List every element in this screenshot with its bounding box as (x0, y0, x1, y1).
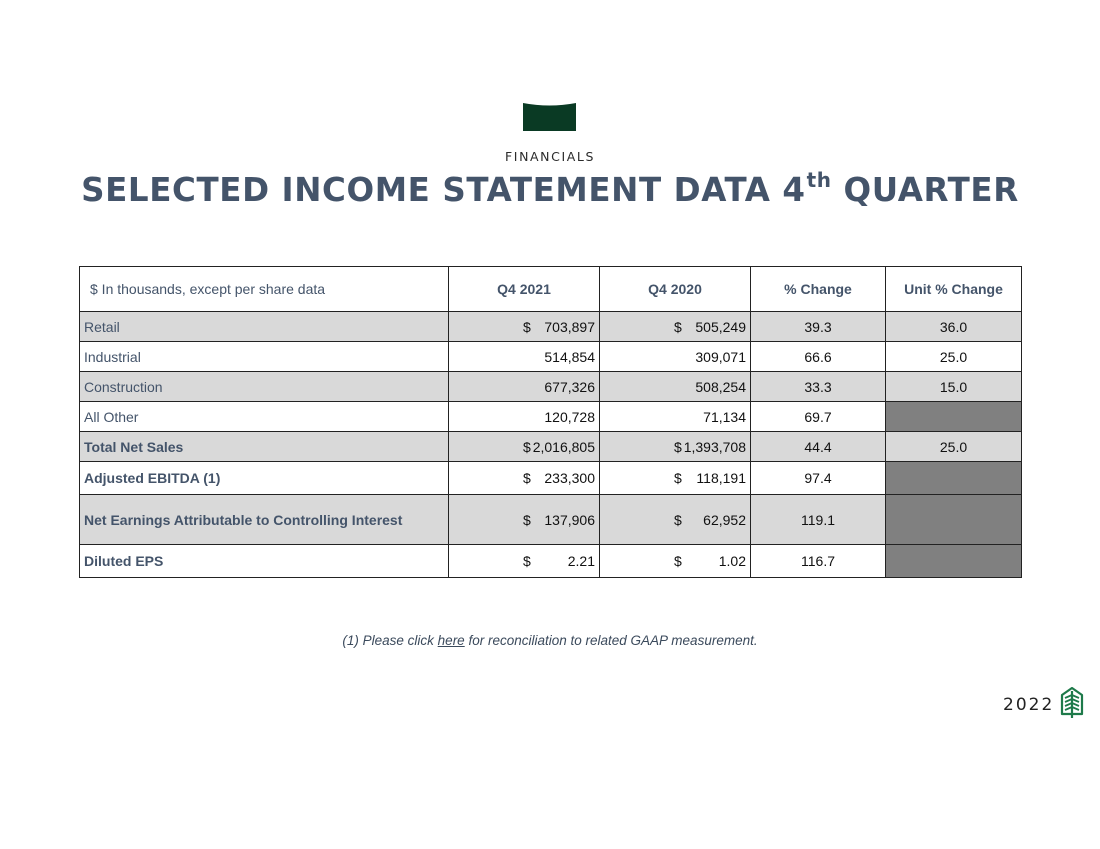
row-label: Diluted EPS (80, 545, 449, 578)
dollar-sign: $ (523, 553, 531, 569)
q4-2021-value: 703,897 (544, 318, 595, 335)
q4-2020-value: 505,249 (695, 318, 746, 335)
pct-change-cell: 66.6 (751, 342, 886, 372)
row-label: Construction (80, 372, 449, 402)
table-row (80, 495, 1022, 545)
dollar-sign: $ (674, 470, 682, 486)
row-label: Net Earnings Attributable to Controlling Interest (80, 495, 449, 545)
dollar-sign: $ (523, 318, 531, 335)
pct-change-cell: 33.3 (751, 372, 886, 402)
dollar-sign: $ (674, 318, 682, 335)
footer-year: 2022 (1003, 695, 1055, 715)
q4-2021-value: 120,728 (544, 408, 595, 425)
dollar-sign: $ (523, 511, 531, 528)
column-header-unit-pct-change: Unit % Change (886, 267, 1022, 312)
q4-2021-cell (449, 342, 600, 372)
column-header-q4-2021: Q4 2021 (449, 267, 600, 312)
footnote-prefix: (1) Please click (342, 633, 438, 648)
row-label: Retail (80, 312, 449, 342)
table-row (80, 462, 1022, 495)
dollar-sign: $ (674, 553, 682, 569)
q4-2021-value: 137,906 (544, 511, 595, 528)
q4-2020-value: 118,191 (696, 470, 746, 486)
table-row (80, 545, 1022, 578)
q4-2020-value: 1.02 (718, 553, 746, 569)
table-row (80, 342, 1022, 372)
reconciliation-link[interactable]: here (437, 633, 465, 648)
pct-change-cell: 44.4 (751, 432, 886, 462)
q4-2020-cell (600, 372, 751, 402)
q4-2020-value: 508,254 (695, 378, 746, 395)
unit-pct-change-cell: 25.0 (886, 342, 1022, 372)
unit-pct-change-cell: 36.0 (886, 312, 1022, 342)
column-header-q4-2020: Q4 2020 (600, 267, 751, 312)
pct-change-cell: 119.1 (751, 495, 886, 545)
q4-2020-value: 309,071 (695, 348, 746, 365)
dollar-sign: $ (523, 470, 531, 486)
dollar-sign: $ (674, 511, 682, 528)
dollar-sign: $ (674, 438, 682, 455)
footnote (0, 633, 1100, 648)
unit-pct-change-cell-blank (886, 402, 1022, 432)
row-label: Adjusted EBITDA (1) (80, 462, 449, 495)
row-label: All Other (80, 402, 449, 432)
q4-2021-cell (449, 495, 600, 545)
q4-2021-value: 514,854 (544, 348, 595, 365)
q4-2021-cell (449, 545, 600, 578)
unit-pct-change-cell-blank (886, 545, 1022, 578)
q4-2020-cell (600, 432, 751, 462)
q4-2020-value: 62,952 (703, 511, 746, 528)
q4-2021-cell (449, 462, 600, 495)
table-row (80, 402, 1022, 432)
pct-change-cell: 39.3 (751, 312, 886, 342)
q4-2021-cell (449, 372, 600, 402)
page-title-main: SELECTED INCOME STATEMENT DATA 4 (81, 171, 806, 209)
q4-2021-cell (449, 312, 600, 342)
table-row (80, 372, 1022, 402)
q4-2021-value: 677,326 (544, 378, 595, 395)
q4-2021-cell (449, 402, 600, 432)
pct-change-cell: 97.4 (751, 462, 886, 495)
unit-pct-change-cell: 15.0 (886, 372, 1022, 402)
row-label: Industrial (80, 342, 449, 372)
page-title-suffix: QUARTER (843, 171, 1019, 209)
section-label: FINANCIALS (505, 149, 595, 164)
q4-2021-value: 2,016,805 (532, 438, 595, 455)
q4-2020-value: 1,393,708 (683, 438, 746, 455)
income-statement-table (79, 266, 1022, 578)
column-header-description: $ In thousands, except per share data (80, 267, 449, 312)
row-label: Total Net Sales (80, 432, 449, 462)
q4-2020-cell (600, 312, 751, 342)
q4-2020-cell (600, 462, 751, 495)
tree-logo-icon (1058, 687, 1086, 719)
table-row (80, 312, 1022, 342)
q4-2021-cell (449, 432, 600, 462)
unit-pct-change-cell-blank (886, 462, 1022, 495)
q4-2020-cell (600, 545, 751, 578)
dollar-sign: $ (523, 438, 531, 455)
q4-2020-cell (600, 495, 751, 545)
table-row (80, 432, 1022, 462)
q4-2020-cell (600, 402, 751, 432)
footnote-suffix: for reconciliation to related GAAP measurement. (464, 633, 758, 648)
q4-2021-value: 233,300 (544, 470, 595, 486)
pct-change-cell: 69.7 (751, 402, 886, 432)
page-title (0, 168, 1100, 209)
pct-change-cell: 116.7 (751, 545, 886, 578)
unit-pct-change-cell-blank (886, 495, 1022, 545)
page-title-superscript: th (806, 168, 832, 192)
q4-2020-value: 71,134 (703, 408, 746, 425)
q4-2021-value: 2.21 (567, 553, 595, 569)
brand-mark-icon (523, 103, 576, 131)
column-header-pct-change: % Change (751, 267, 886, 312)
table-header-row (80, 267, 1022, 312)
q4-2020-cell (600, 342, 751, 372)
unit-pct-change-cell: 25.0 (886, 432, 1022, 462)
